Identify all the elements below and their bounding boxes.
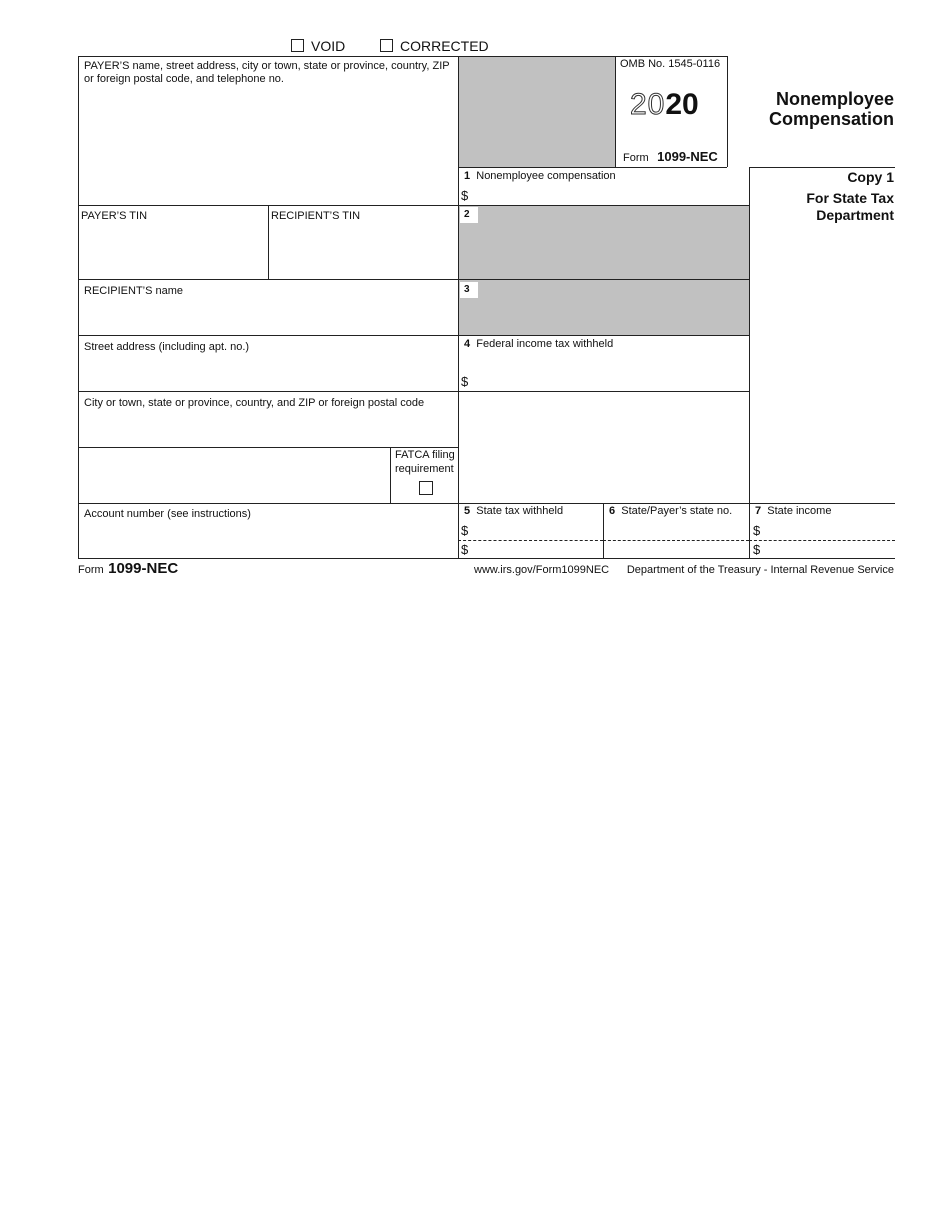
box7-label: 7 State income xyxy=(755,505,832,517)
corrected-checkbox[interactable] xyxy=(380,39,393,52)
box4-dollar: $ xyxy=(461,374,469,389)
fatca-label-line2: requirement xyxy=(395,463,454,475)
payer-name-field[interactable] xyxy=(80,88,456,204)
tax-year-suffix: 20 xyxy=(665,88,699,121)
void-checkbox[interactable] xyxy=(291,39,304,52)
omb-number: OMB No. 1545-0116 xyxy=(620,58,721,70)
street-address-field[interactable] xyxy=(80,356,456,390)
fatca-label-line1: FATCA filing xyxy=(395,449,455,461)
payer-tin-label: PAYER’S TIN xyxy=(81,210,148,222)
tax-year xyxy=(630,88,699,122)
shaded-box-2 xyxy=(458,205,749,279)
payer-tin-field[interactable] xyxy=(80,226,266,278)
recipient-name-field[interactable] xyxy=(80,300,456,334)
box5-label: 5 State tax withheld xyxy=(464,505,564,517)
box6-label: 6 State/Payer’s state no. xyxy=(609,505,733,517)
shaded-area-top xyxy=(458,56,615,167)
box7-dollar-1: $ xyxy=(753,523,761,538)
payer-name-label-line1: PAYER’S name, street address, city or town, state or province, country, ZIP xyxy=(84,60,450,72)
box2-number: 2 xyxy=(460,207,478,223)
shaded-box-3 xyxy=(458,280,749,335)
recipient-tin-field[interactable] xyxy=(270,226,456,278)
copy-line1: Copy 1 xyxy=(847,169,894,185)
box4-field[interactable] xyxy=(472,370,747,390)
city-label: City or town, state or province, country, and ZIP or foreign postal code xyxy=(84,397,425,409)
copy-line2: For State Tax xyxy=(806,190,894,206)
box4-label: 4 Federal income tax withheld xyxy=(464,338,614,350)
footer-department: Department of the Treasury - Internal Revenue Service xyxy=(626,564,894,576)
void-label: VOID xyxy=(311,38,346,54)
recipient-name-label: RECIPIENT’S name xyxy=(84,285,184,297)
street-address-label: Street address (including apt. no.) xyxy=(84,341,250,353)
omb-form-name: Form 1099-NEC xyxy=(623,149,718,164)
account-number-label: Account number (see instructions) xyxy=(84,508,251,520)
box1-label: 1 Nonemployee compensation xyxy=(464,170,616,182)
footer-form-name: Form 1099-NEC xyxy=(78,560,179,577)
box5-dollar-1: $ xyxy=(461,523,469,538)
city-field[interactable] xyxy=(80,412,456,446)
tax-year-prefix: 20 xyxy=(630,88,666,121)
box1-field[interactable] xyxy=(472,186,747,204)
box1-dollar: $ xyxy=(461,188,469,203)
form-title-line1: Nonemployee xyxy=(775,89,894,109)
account-number-field[interactable] xyxy=(80,523,456,557)
corrected-label: CORRECTED xyxy=(400,38,489,54)
box5-dollar-2: $ xyxy=(461,542,469,557)
box3-number: 3 xyxy=(460,282,478,298)
box7-dollar-2: $ xyxy=(753,542,761,557)
fatca-checkbox[interactable] xyxy=(419,481,433,495)
footer-url: www.irs.gov/Form1099NEC xyxy=(474,564,610,576)
copy-line3: Department xyxy=(816,207,894,223)
form-title-line2: Compensation xyxy=(768,109,894,129)
recipient-tin-label: RECIPIENT’S TIN xyxy=(271,210,361,222)
payer-name-label-line2: or foreign postal code, and telephone no. xyxy=(84,73,284,85)
